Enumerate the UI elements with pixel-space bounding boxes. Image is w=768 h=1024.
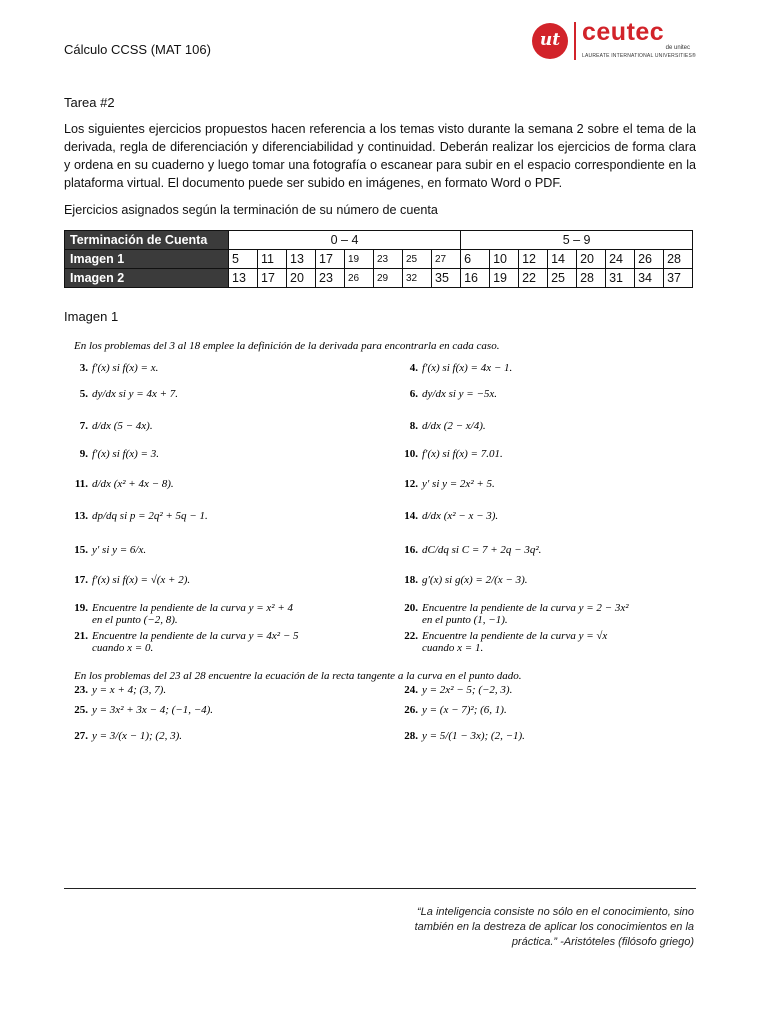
range-5-9: 5 – 9 xyxy=(461,231,693,250)
problem-number: 16. xyxy=(404,544,418,556)
problem-expression: dy/dx si y = −5x. xyxy=(422,388,498,400)
table-cell: 14 xyxy=(548,250,577,269)
problem-number: 5. xyxy=(79,388,88,400)
assignment-description: Los siguientes ejercicios propuestos hacen referencia a los temas visto durante la semana 2 sobre el tema de la derivada, regla de diferenciación y diferenciabilidad y continuidad. Deberán realizar los ejercicios de forma clara y ordena en su cuaderno y luego tomar una fotografía o escanear para subir en el espacio correspondiente en la plataforma virtual. El documento puede ser subido en imágenes, en formato Word o PDF. xyxy=(64,122,696,190)
problem-number: 24. xyxy=(404,684,418,696)
problem-number: 11. xyxy=(74,478,88,490)
table-cell: 26 xyxy=(345,269,374,288)
table-cell: 26 xyxy=(635,250,664,269)
table-cell: 5 xyxy=(229,250,258,269)
problem-8 xyxy=(398,420,486,432)
imagen-title: Imagen 1 xyxy=(64,309,119,324)
problem-expression: y = 3/(x − 1); (2, 3). xyxy=(92,730,182,742)
problem-7 xyxy=(68,420,153,432)
problem-expression: Encuentre la pendiente de la curva y = 4x² − 5 xyxy=(92,630,299,642)
problem-14 xyxy=(398,510,498,522)
problem-expression-line2: cuando x = 1. xyxy=(422,642,484,654)
problem-number: 15. xyxy=(74,544,88,556)
problem-number: 8. xyxy=(409,420,418,432)
table-cell: 12 xyxy=(519,250,548,269)
table-row xyxy=(65,250,693,269)
problem-25 xyxy=(68,704,213,716)
problem-10 xyxy=(398,448,503,460)
table-cell: 32 xyxy=(403,269,432,288)
problem-expression: Encuentre la pendiente de la curva y = x² + 4 xyxy=(92,602,294,614)
problem-number: 22. xyxy=(404,630,418,642)
problem-number: 6. xyxy=(409,388,418,400)
problem-expression: dy/dx si y = 4x + 7. xyxy=(92,388,179,400)
problem-expression: dC/dq si C = 7 + 2q − 3q². xyxy=(422,544,542,556)
problem-expression: g′(x) si g(x) = 2/(x − 3). xyxy=(422,574,528,586)
problem-number: 21. xyxy=(74,630,88,642)
problem-28 xyxy=(398,730,525,742)
table-cell: 29 xyxy=(374,269,403,288)
table-cell: 16 xyxy=(461,269,490,288)
problem-number: 13. xyxy=(74,510,88,522)
problem-expression: f′(x) si f(x) = 7.01. xyxy=(422,448,503,460)
problem-4 xyxy=(398,362,512,374)
ceutec-logo xyxy=(532,20,696,62)
account-table xyxy=(64,230,693,288)
problem-expression: Encuentre la pendiente de la curva y = √x xyxy=(422,630,608,642)
table-cell: 37 xyxy=(664,269,693,288)
problem-number: 17. xyxy=(74,574,88,586)
problem-12 xyxy=(398,478,495,490)
problem-expression: d/dx (2 − x/4). xyxy=(422,420,486,432)
range-0-4: 0 – 4 xyxy=(229,231,461,250)
table-row xyxy=(65,269,693,288)
table-cell: 34 xyxy=(635,269,664,288)
table-cell: 23 xyxy=(374,250,403,269)
table-cell: 28 xyxy=(664,250,693,269)
problem-23 xyxy=(68,684,166,696)
problem-number: 12. xyxy=(404,478,418,490)
table-cell: 13 xyxy=(229,269,258,288)
footer-divider xyxy=(64,888,696,889)
problem-15 xyxy=(68,544,146,556)
intro-tangent-line: En los problemas del 23 al 28 encuentre la ecuación de la recta tangente a la curva en el punto dado. xyxy=(74,670,522,682)
problem-22 xyxy=(398,630,607,654)
problem-expression: y = 3x² + 3x − 4; (−1, −4). xyxy=(92,704,214,716)
problem-number: 19. xyxy=(74,602,88,614)
problem-number: 25. xyxy=(74,704,88,716)
logo-subtitle: de unitec xyxy=(665,45,690,51)
table-cell: 10 xyxy=(490,250,519,269)
footer-quote: “La inteligencia consiste no sólo en el conocimiento, sino también en la destreza de aplicar los conocimientos en la práctica.” -Aristóteles (filósofo griego) xyxy=(414,906,694,948)
problem-number: 10. xyxy=(404,448,418,460)
problem-expression: y′ si y = 6/x. xyxy=(92,544,147,556)
problem-expression: y = 2x² − 5; (−2, 3). xyxy=(422,684,513,696)
ut-logo-icon: ut xyxy=(532,23,568,59)
intro-derivative-definition: En los problemas del 3 al 18 emplee la definición de la derivada para encontrarla en cada caso. xyxy=(74,340,500,352)
problem-16 xyxy=(398,544,541,556)
problem-6 xyxy=(398,388,497,400)
problem-number: 14. xyxy=(404,510,418,522)
problem-number: 28. xyxy=(404,730,418,742)
problem-expression: dp/dq si p = 2q² + 5q − 1. xyxy=(92,510,208,522)
problem-number: 20. xyxy=(404,602,418,614)
problem-expression: d/dx (x² + 4x − 8). xyxy=(92,478,174,490)
problem-11 xyxy=(68,478,174,490)
problem-number: 4. xyxy=(409,362,418,374)
course-title: Cálculo CCSS (MAT 106) xyxy=(64,42,211,57)
problem-number: 18. xyxy=(404,574,418,586)
table-cell: 24 xyxy=(606,250,635,269)
problem-9 xyxy=(68,448,159,460)
problem-expression: f′(x) si f(x) = √(x + 2). xyxy=(92,574,191,586)
problem-expression: y = (x − 7)²; (6, 1). xyxy=(422,704,507,716)
table-cell: 13 xyxy=(287,250,316,269)
problem-expression: y = x + 4; (3, 7). xyxy=(92,684,167,696)
table-cell: 11 xyxy=(258,250,287,269)
table-cell: 25 xyxy=(548,269,577,288)
problem-expression-line2: cuando x = 0. xyxy=(92,642,154,654)
problem-number: 23. xyxy=(74,684,88,696)
problem-18 xyxy=(398,574,528,586)
logo-tagline: LAUREATE INTERNATIONAL UNIVERSITIES® xyxy=(582,53,696,59)
row-label: Imagen 1 xyxy=(65,250,229,269)
problem-5 xyxy=(68,388,178,400)
problem-3 xyxy=(68,362,158,374)
table-cell: 31 xyxy=(606,269,635,288)
problem-expression: Encuentre la pendiente de la curva y = 2 − 3x² xyxy=(422,602,629,614)
table-cell: 17 xyxy=(316,250,345,269)
table-cell: 6 xyxy=(461,250,490,269)
problem-number: 27. xyxy=(74,730,88,742)
problem-20 xyxy=(398,602,629,626)
table-cell: 20 xyxy=(287,269,316,288)
problem-number: 3. xyxy=(79,362,88,374)
problem-expression: f′(x) si f(x) = x. xyxy=(92,362,159,374)
table-cell: 28 xyxy=(577,269,606,288)
table-cell: 19 xyxy=(490,269,519,288)
table-cell: 19 xyxy=(345,250,374,269)
assignment-title: Tarea #2 xyxy=(64,95,115,110)
table-header-label: Terminación de Cuenta xyxy=(65,231,229,250)
problem-expression: d/dx (x² − x − 3). xyxy=(422,510,499,522)
problem-number: 26. xyxy=(404,704,418,716)
problem-19 xyxy=(68,602,293,626)
problem-26 xyxy=(398,704,507,716)
table-cell: 23 xyxy=(316,269,345,288)
problem-expression-line2: en el punto (1, −1). xyxy=(422,614,508,626)
problem-number: 7. xyxy=(79,420,88,432)
problem-image xyxy=(64,334,696,754)
problem-expression: f′(x) si f(x) = 3. xyxy=(92,448,159,460)
problem-number: 9. xyxy=(79,448,88,460)
table-cell: 35 xyxy=(432,269,461,288)
problem-expression: f′(x) si f(x) = 4x − 1. xyxy=(422,362,513,374)
problem-17 xyxy=(68,574,190,586)
table-cell: 27 xyxy=(432,250,461,269)
problem-21 xyxy=(68,630,299,654)
row-label: Imagen 2 xyxy=(65,269,229,288)
table-cell: 22 xyxy=(519,269,548,288)
table-cell: 17 xyxy=(258,269,287,288)
problem-13 xyxy=(68,510,208,522)
assigned-heading: Ejercicios asignados según la terminación de su número de cuenta xyxy=(64,203,438,217)
problem-expression: y = 5/(1 − 3x); (2, −1). xyxy=(422,730,525,742)
table-cell: 25 xyxy=(403,250,432,269)
logo-divider xyxy=(574,22,576,60)
problem-expression: d/dx (5 − 4x). xyxy=(92,420,153,432)
problem-27 xyxy=(68,730,182,742)
problem-24 xyxy=(398,684,512,696)
logo-brand: ceutec xyxy=(582,18,665,46)
table-cell: 20 xyxy=(577,250,606,269)
problem-expression-line2: en el punto (−2, 8). xyxy=(92,614,178,626)
table-header-row xyxy=(65,231,693,250)
problem-expression: y′ si y = 2x² + 5. xyxy=(422,478,495,490)
